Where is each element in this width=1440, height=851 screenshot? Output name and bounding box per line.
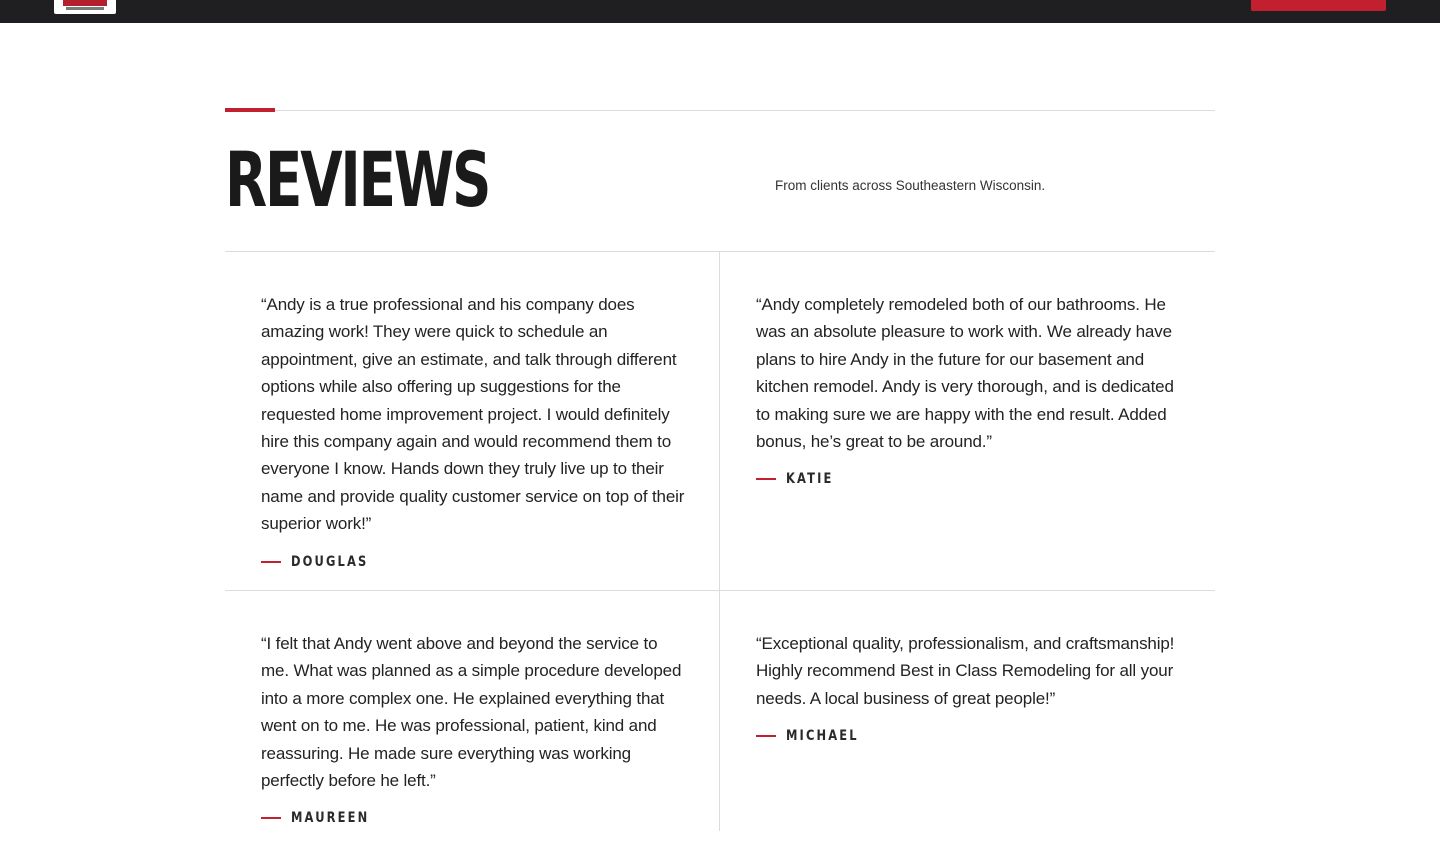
dash-icon bbox=[261, 561, 281, 563]
review-quote: “I felt that Andy went above and beyond the service to me. What was planned as a simple procedure developed into a more complex one. He explained everything that went on to me. He was professional, patient, kind and reassuring. He made sure everything was working perfectly before he left.” bbox=[261, 634, 682, 791]
review-author bbox=[261, 554, 686, 570]
review-card bbox=[756, 630, 1181, 744]
review-card bbox=[261, 291, 686, 570]
reviews-grid bbox=[225, 251, 1215, 851]
review-quote: “Andy is a true professional and his company does amazing work! They were quick to schedule an appointment, give an estimate, and talk through different options while also offering up suggestions for the requested home improvement project. I would definitely hire this company again and would recommend them to everyone I know. Hands down they truly live up to their name and provide quality customer service on top of their superior work!” bbox=[261, 295, 685, 534]
company-logo[interactable] bbox=[54, 0, 116, 14]
dash-icon bbox=[261, 817, 281, 819]
review-author-name: KATIE bbox=[786, 471, 834, 488]
section-divider bbox=[225, 110, 1215, 111]
review-author bbox=[756, 471, 1181, 487]
review-card bbox=[261, 630, 686, 826]
review-author bbox=[756, 728, 1181, 744]
grid-divider bbox=[225, 590, 1215, 591]
dash-icon bbox=[756, 478, 776, 480]
section-accent-bar bbox=[225, 108, 275, 112]
review-author-name: MAUREEN bbox=[291, 810, 370, 827]
review-card bbox=[756, 291, 1181, 487]
section-subtitle: From clients across Southeastern Wisconsin. bbox=[775, 178, 1046, 193]
dash-icon bbox=[756, 735, 776, 737]
review-author bbox=[261, 810, 686, 826]
top-nav-bar bbox=[0, 0, 1440, 23]
review-quote: “Andy completely remodeled both of our bathrooms. He was an absolute pleasure to work with. We already have plans to hire Andy in the future for our basement and kitchen remodel. Andy is very thorough, and is dedicated to making sure we are happy with the end result. Added bonus, he’s great to be around.” bbox=[756, 295, 1174, 452]
grid-divider bbox=[225, 251, 1215, 252]
logo-subtext-icon bbox=[66, 7, 104, 10]
review-author-name: MICHAEL bbox=[786, 728, 859, 745]
grid-divider bbox=[719, 251, 720, 831]
nav-cta-button[interactable] bbox=[1251, 0, 1386, 11]
section-title: REVIEWS bbox=[225, 135, 490, 224]
review-author-name: DOUGLAS bbox=[291, 553, 369, 570]
review-quote: “Exceptional quality, professionalism, and craftsmanship! Highly recommend Best in Class Remodeling for all your needs. A local business of great people!” bbox=[756, 634, 1175, 708]
logo-mark-icon bbox=[63, 0, 107, 6]
